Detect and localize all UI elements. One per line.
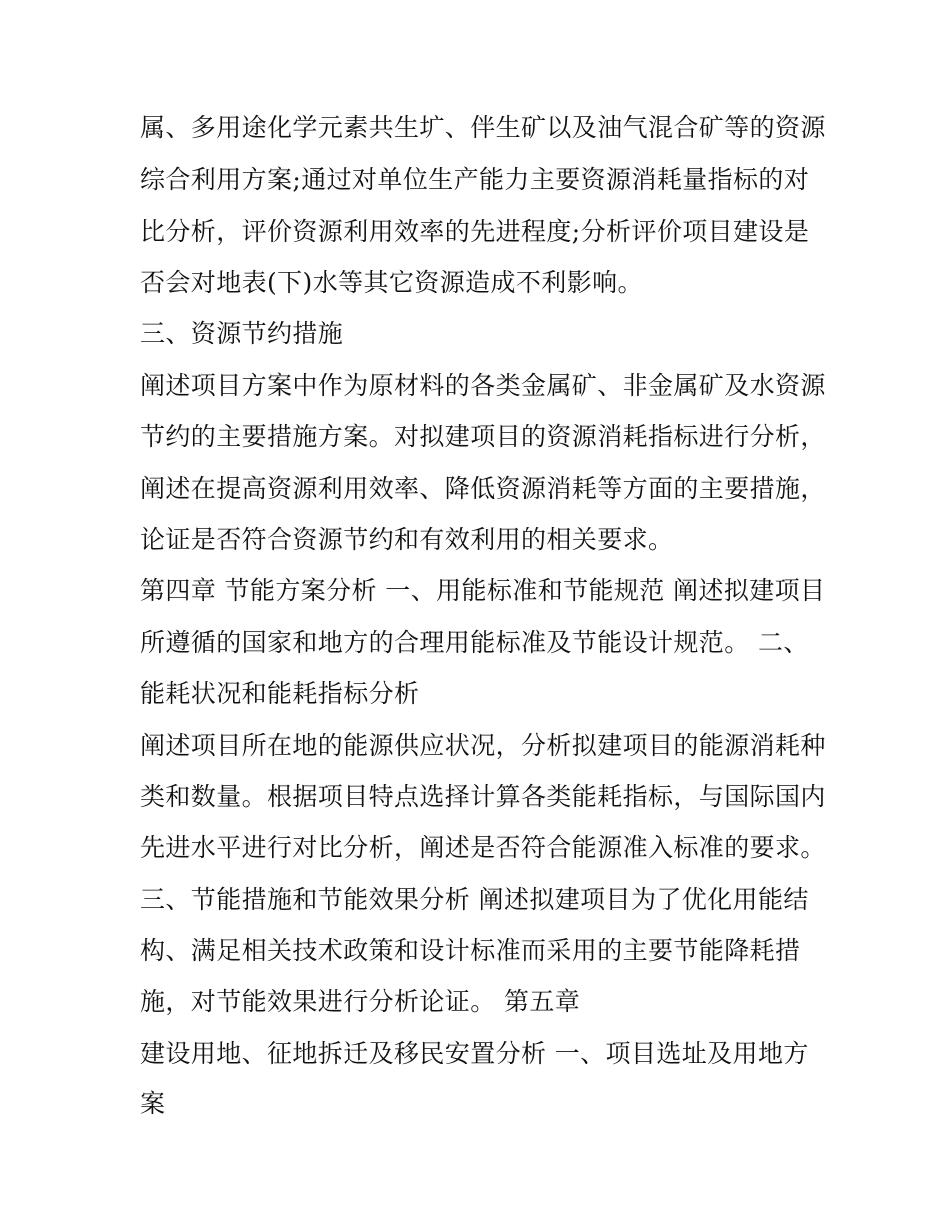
text-line: 阐述项目所在地的能源供应状况，分析拟建项目的能源消耗种	[140, 731, 826, 760]
text-line: 构、满足相关技术政策和设计标准而采用的主要节能降耗措	[140, 936, 801, 965]
text-line: 先进水平进行对比分析，阐述是否符合能源准入标准的要求。	[140, 833, 826, 862]
text-line: 节约的主要措施方案。对拟建项目的资源消耗指标进行分析，	[140, 422, 826, 451]
text-line: 建设用地、征地拆迁及移民安置分析 一、项目选址及用地方	[140, 1039, 809, 1068]
text-line: 比分析，评价资源利用效率的先进程度;分析评价项目建设是	[140, 217, 810, 246]
text-line: 属、多用途化学元素共生圹、伴生矿以及油气混合矿等的资源	[140, 113, 826, 142]
text-line: 第四章 节能方案分析 一、用能标准和节能规范 阐述拟建项目	[140, 576, 826, 605]
text-line: 综合利用方案;通过对单位生产能力主要资源消耗量指标的对	[140, 165, 810, 194]
text-line: 三、节能措施和节能效果分析 阐述拟建项目为了优化用能结	[140, 885, 809, 914]
text-line: 阐述在提高资源利用效率、降低资源消耗等方面的主要措施，	[140, 474, 826, 503]
section-heading: 三、资源节约措施	[140, 319, 344, 348]
text-line: 案	[140, 1089, 166, 1118]
text-line: 所遵循的国家和地方的合理用能标准及节能设计规范。 二、	[140, 628, 809, 657]
text-line: 论证是否符合资源节约和有效利用的相关要求。	[140, 525, 674, 554]
text-line: 施，对节能效果进行分析论证。 第五章	[140, 987, 581, 1016]
section-heading: 能耗状况和能耗指标分析	[140, 679, 420, 708]
text-line: 否会对地表(下)水等其它资源造成不利影响。	[140, 268, 643, 297]
text-line: 阐述项目方案中作为原材料的各类金属矿、非金属矿及水资源	[140, 371, 826, 400]
text-line: 类和数量。根据项目特点选择计算各类能耗指标，与国际国内	[140, 782, 826, 811]
